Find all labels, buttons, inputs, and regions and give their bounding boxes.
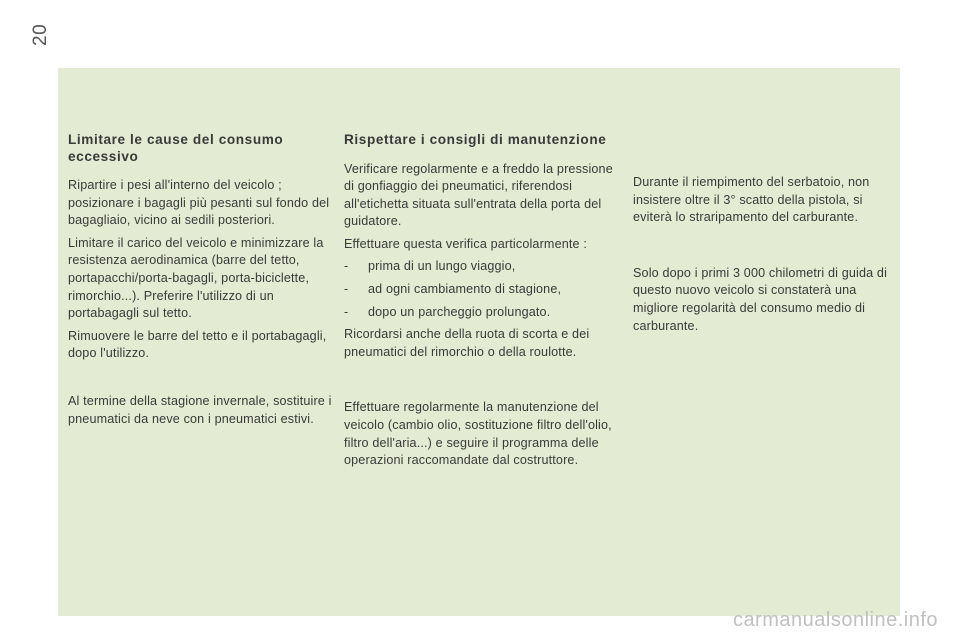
list-item: - dopo un parcheggio prolungato. xyxy=(344,304,616,322)
paragraph-running-in: Solo dopo i primi 3 000 chilometri di guida di questo nuovo veicolo si constaterà una migliore regolarità del consumo medio di carburante. xyxy=(633,265,888,333)
paragraph-spare-wheel: Ricordarsi anche della ruota di scorta e dei pneumatici del rimorchio o della roulotte. xyxy=(344,327,590,359)
paragraph-check-when: Effettuare questa verifica particolarmente : xyxy=(344,236,587,251)
paragraph-weight-distribution: Ripartire i pesi all'interno del veicolo ; posizionare i bagagli più pesanti sul fondo del bagagliaio, vicino ai sedili posteriori. xyxy=(68,178,330,228)
paragraph-limit-load: Limitare il carico del veicolo e minimizzare la resistenza aerodinamica (barre del tetto, portapacchi/porta-bagagli, porta-biciclette, rimorchio...). Preferire l'utilizzo di un portabagagli sul tetto. xyxy=(68,235,324,321)
paragraph-winter-tyres: Al termine della stagione invernale, sostituire i pneumatici da neve con i pneumatici estivi. xyxy=(68,393,332,426)
paragraph-tyre-pressure: Verificare regolarmente e a freddo la pressione di gonfiaggio dei pneumatici, riferendosi all'etichetta situata sull'entrata della porta del guidatore. xyxy=(344,161,613,229)
paragraph-refuelling: Durante il riempimento del serbatoio, non insistere oltre il 3° scatto della pistola, si eviterà lo straripamento del carburante. xyxy=(633,175,870,225)
paragraph-regular-maintenance: Effettuare regolarmente la manutenzione del veicolo (cambio olio, sostituzione filtro dell'olio, filtro dell'aria...) e seguire il programma delle operazioni raccomandate dal costruttore. xyxy=(344,400,612,468)
column-fuel-notes xyxy=(633,174,895,340)
heading-maintenance-advice: Rispettare i consigli di manutenzione xyxy=(344,132,607,147)
list-item: - ad ogni cambiamento di stagione, xyxy=(344,281,616,299)
paragraph-remove-roof-bars: Rimuovere le barre del tetto e il portabagagli, dopo l'utilizzo. xyxy=(68,328,327,361)
column-maintenance-advice xyxy=(344,132,616,475)
check-occasions-list xyxy=(344,258,616,321)
heading-consumption-causes: Limitare le cause del consumo eccessivo xyxy=(68,132,284,164)
page-number: 20 xyxy=(30,23,51,46)
list-item: - prima di un lungo viaggio, xyxy=(344,258,616,276)
watermark: carmanualsonline.info xyxy=(732,609,938,631)
column-consumption-causes xyxy=(68,132,338,433)
